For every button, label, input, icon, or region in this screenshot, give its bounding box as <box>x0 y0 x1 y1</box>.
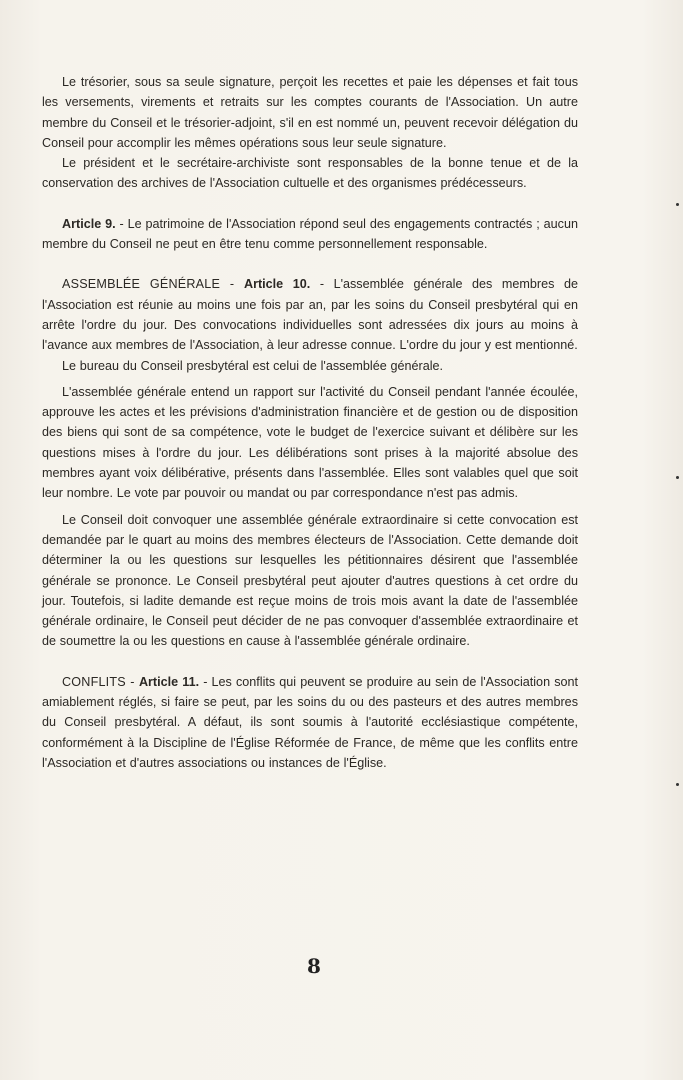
article-label: Article 11. <box>138 674 200 689</box>
article-label: Article 9. <box>62 216 116 231</box>
paragraph-extraordinary-assembly <box>42 510 578 652</box>
paragraph-text: L'assemblée générale entend un rapport sur l'activité du Conseil pendant l'année écoulée, approuve les actes et les prévisions d'administration financière et de gestion ou de disposition des biens qui sont de sa compétence, vote le budget de l'exercice suivant et délibère sur les questions mises à l'ordre du jour. Les délibérations sont prises à la majorité absolue des membres ayant voix délibérative, présents dans l'assemblée. Elles sont valables quel que soit leur nombre. Le vote par pouvoir ou mandat ou par correspondance n'est pas admis. <box>42 384 578 501</box>
margin-mark <box>676 783 679 786</box>
margin-mark <box>676 203 679 206</box>
body-text <box>42 72 578 773</box>
section-heading: CONFLITS - <box>62 674 139 689</box>
paragraph-general-assembly <box>42 382 578 504</box>
paragraph-text: - Le patrimoine de l'Association répond seul des engagements contractés ; aucun membre du Conseil ne peut en être tenu comme personnellement responsable. <box>42 216 578 252</box>
section-heading: ASSEMBLÉE GÉNÉRALE - <box>62 277 244 292</box>
margin-mark <box>676 476 679 479</box>
paragraph-text: Le président et le secrétaire-archiviste sont responsables de la bonne tenue et de la conservation des archives de l'Association cultuelle et des organismes prédécesseurs. <box>42 156 578 191</box>
paragraph-archives <box>42 153 578 194</box>
article-label: Article 10. <box>243 277 311 292</box>
paragraph-article-10 <box>42 274 578 355</box>
paragraph-bureau <box>42 356 578 376</box>
page-number: 8 <box>307 954 321 978</box>
paragraph-text: - Les conflits qui peuvent se produire au sein de l'Association sont amiablement réglés, si faire se peut, par les soins du ou des pasteurs et des autres membres du Conseil presbytéral. A défaut, ils sont soumis à l'autorité ecclésiastique compétente, conformément à la Discipline de l'Église Réformée de France, de même que les conflits entre l'Association et d'autres associations ou instances de l'Église. <box>42 674 579 770</box>
paragraph-text: Le Conseil doit convoquer une assemblée générale extraordinaire si cette convocation est demandée par le quart au moins des membres électeurs de l'Association. Cette demande doit déterminer la ou les questions sur lesquelles les pétitionnaires désirent que l'assemblée générale se prononce. Le Conseil presbytéral peut ajouter d'autres questions à cet ordre du jour. Toutefois, si ladite demande est reçue moins de trois mois avant la date de l'assemblée générale ordinaire, le Conseil peut décider de ne pas convoquer d'assemblée extraordinaire et de soumettre la ou les questions en cause à l'assemblée générale ordinaire. <box>42 512 578 649</box>
paragraph-article-11 <box>42 672 578 773</box>
paragraph-text: - L'assemblée générale des membres de l'Association est réunie au moins une fois par an, par les soins du Conseil presbytéral qui en arrête l'ordre du jour. Des convocations individuelles sont adressées dix jours au moins à l'avance aux membres de l'Association, à leur adresse connue. L'ordre du jour y est mentionné. <box>42 277 578 353</box>
paragraph-treasurer <box>42 72 578 153</box>
paragraph-article-9 <box>42 214 578 255</box>
paragraph-text: Le trésorier, sous sa seule signature, perçoit les recettes et paie les dépenses et fait tous les versements, virements et retraits sur les comptes courants de l'Association. Un autre membre du Conseil et le trésorier-adjoint, s'il en est nommé un, peuvent recevoir délégation du Conseil pour accomplir les mêmes opérations sous leur seule signature. <box>42 75 578 150</box>
paragraph-text: Le bureau du Conseil presbytéral est celui de l'assemblée générale. <box>62 358 444 373</box>
